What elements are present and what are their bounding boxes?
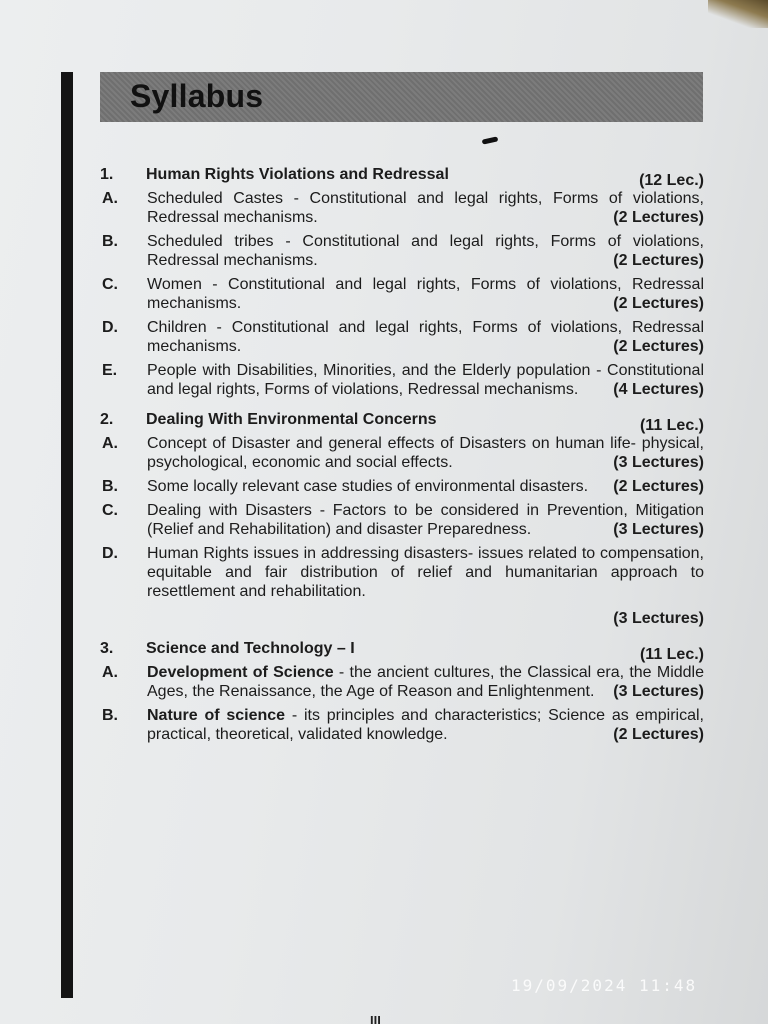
topic-text: Some locally relevant case studies of environmental disasters. (147, 478, 589, 495)
topic-lectures: (2 Lectures) (613, 209, 704, 226)
topic-item (100, 434, 704, 472)
topic-letter: C. (102, 502, 118, 519)
topic-letter: D. (102, 319, 118, 336)
unit-number: 1. (100, 166, 114, 183)
topic-lectures: (2 Lectures) (613, 252, 704, 269)
topic-letter: D. (102, 545, 118, 562)
topic-text: - its principles and characteristics; Science as empirical, practical, theoretical, validated knowledge. (147, 707, 704, 743)
unit-lectures: (11 Lec.) (639, 417, 704, 434)
topic-letter: A. (102, 664, 118, 681)
topic-item (100, 663, 704, 701)
unit-3 (100, 634, 704, 744)
topic-text: - the ancient cultures, the Classical era, the Middle Ages, the Renaissance, the Age of Reason and Enlightenment. (147, 664, 704, 700)
topic-letter: B. (102, 707, 118, 724)
topic-letter: A. (102, 190, 118, 207)
topic-lectures: (2 Lectures) (613, 338, 704, 355)
unit-2 (100, 405, 704, 628)
topic-item (100, 232, 704, 270)
topic-text: Women - Constitutional and legal rights, Forms of violations, Redressal mechanisms. (147, 276, 704, 312)
ink-mark (482, 136, 499, 144)
topic-text: People with Disabilities, Minorities, and the Elderly population - Constitutional and legal rights, Forms of violations, Redressal mechanisms. (147, 362, 704, 398)
unit-title: Dealing With Environmental Concerns (146, 411, 437, 428)
page-number: III (370, 1013, 381, 1024)
topic-letter: C. (102, 276, 118, 293)
page-title: Syllabus (130, 78, 264, 114)
topic-lectures: (3 Lectures) (613, 521, 704, 538)
topic-text: Scheduled Castes - Constitutional and legal rights, Forms of violations, Redressal mechanisms. (147, 190, 704, 226)
topic-item (100, 318, 704, 356)
topic-lectures: (4 Lectures) (613, 381, 704, 398)
topic-lectures: (3 Lectures) (613, 454, 704, 471)
photo-datestamp: 19/09/2024 11:48 (511, 976, 698, 995)
topic-lectures: (3 Lectures) (613, 610, 704, 627)
unit-heading (100, 405, 704, 434)
topic-text: Human Rights issues in addressing disasters- issues related to compensation, equitable and fair distribution of relief and humanitarian approach to resettlement and rehabilitation. (147, 545, 704, 600)
unit-heading (100, 634, 704, 663)
topic-item (100, 275, 704, 313)
topic-lectures: (3 Lectures) (613, 683, 704, 700)
topic-text: Scheduled tribes - Constitutional and legal rights, Forms of violations, Redressal mechanisms. (147, 233, 704, 269)
topic-item (100, 544, 704, 628)
unit-heading (100, 160, 704, 189)
unit-lectures: (12 Lec.) (639, 172, 704, 189)
topic-item (100, 706, 704, 744)
topic-letter: A. (102, 435, 118, 452)
topic-item (100, 501, 704, 539)
topic-text: Dealing with Disasters - Factors to be considered in Prevention, Mitigation (Relief and Rehabilitation) and disaster Preparedness. (147, 502, 704, 538)
unit-number: 3. (100, 640, 114, 657)
topic-text: Concept of Disaster and general effects of Disasters on human life- physical, psychological, economic and social effects. (147, 435, 704, 471)
unit-title: Science and Technology – I (146, 640, 355, 657)
topic-lectures: (2 Lectures) (613, 295, 704, 312)
title-band (100, 72, 703, 122)
left-margin-bar (61, 72, 73, 998)
topic-lectures: (2 Lectures) (613, 478, 704, 495)
unit-number: 2. (100, 411, 114, 428)
topic-item (100, 477, 704, 496)
unit-title: Human Rights Violations and Redressal (146, 166, 449, 183)
topic-bold-title: Development of Science (147, 664, 334, 681)
topic-text: Children - Constitutional and legal rights, Forms of violations, Redressal mechanisms. (147, 319, 704, 355)
page-corner-stain (708, 0, 768, 28)
topic-letter: E. (102, 362, 118, 379)
topic-item (100, 361, 704, 399)
unit-lectures: (11 Lec.) (639, 646, 704, 663)
topic-bold-title: Nature of science (147, 707, 286, 724)
topic-letter: B. (102, 233, 118, 250)
topic-letter: B. (102, 478, 118, 495)
topic-item (100, 189, 704, 227)
syllabus-content (100, 160, 704, 750)
topic-lectures: (2 Lectures) (613, 726, 704, 743)
unit-1 (100, 160, 704, 399)
